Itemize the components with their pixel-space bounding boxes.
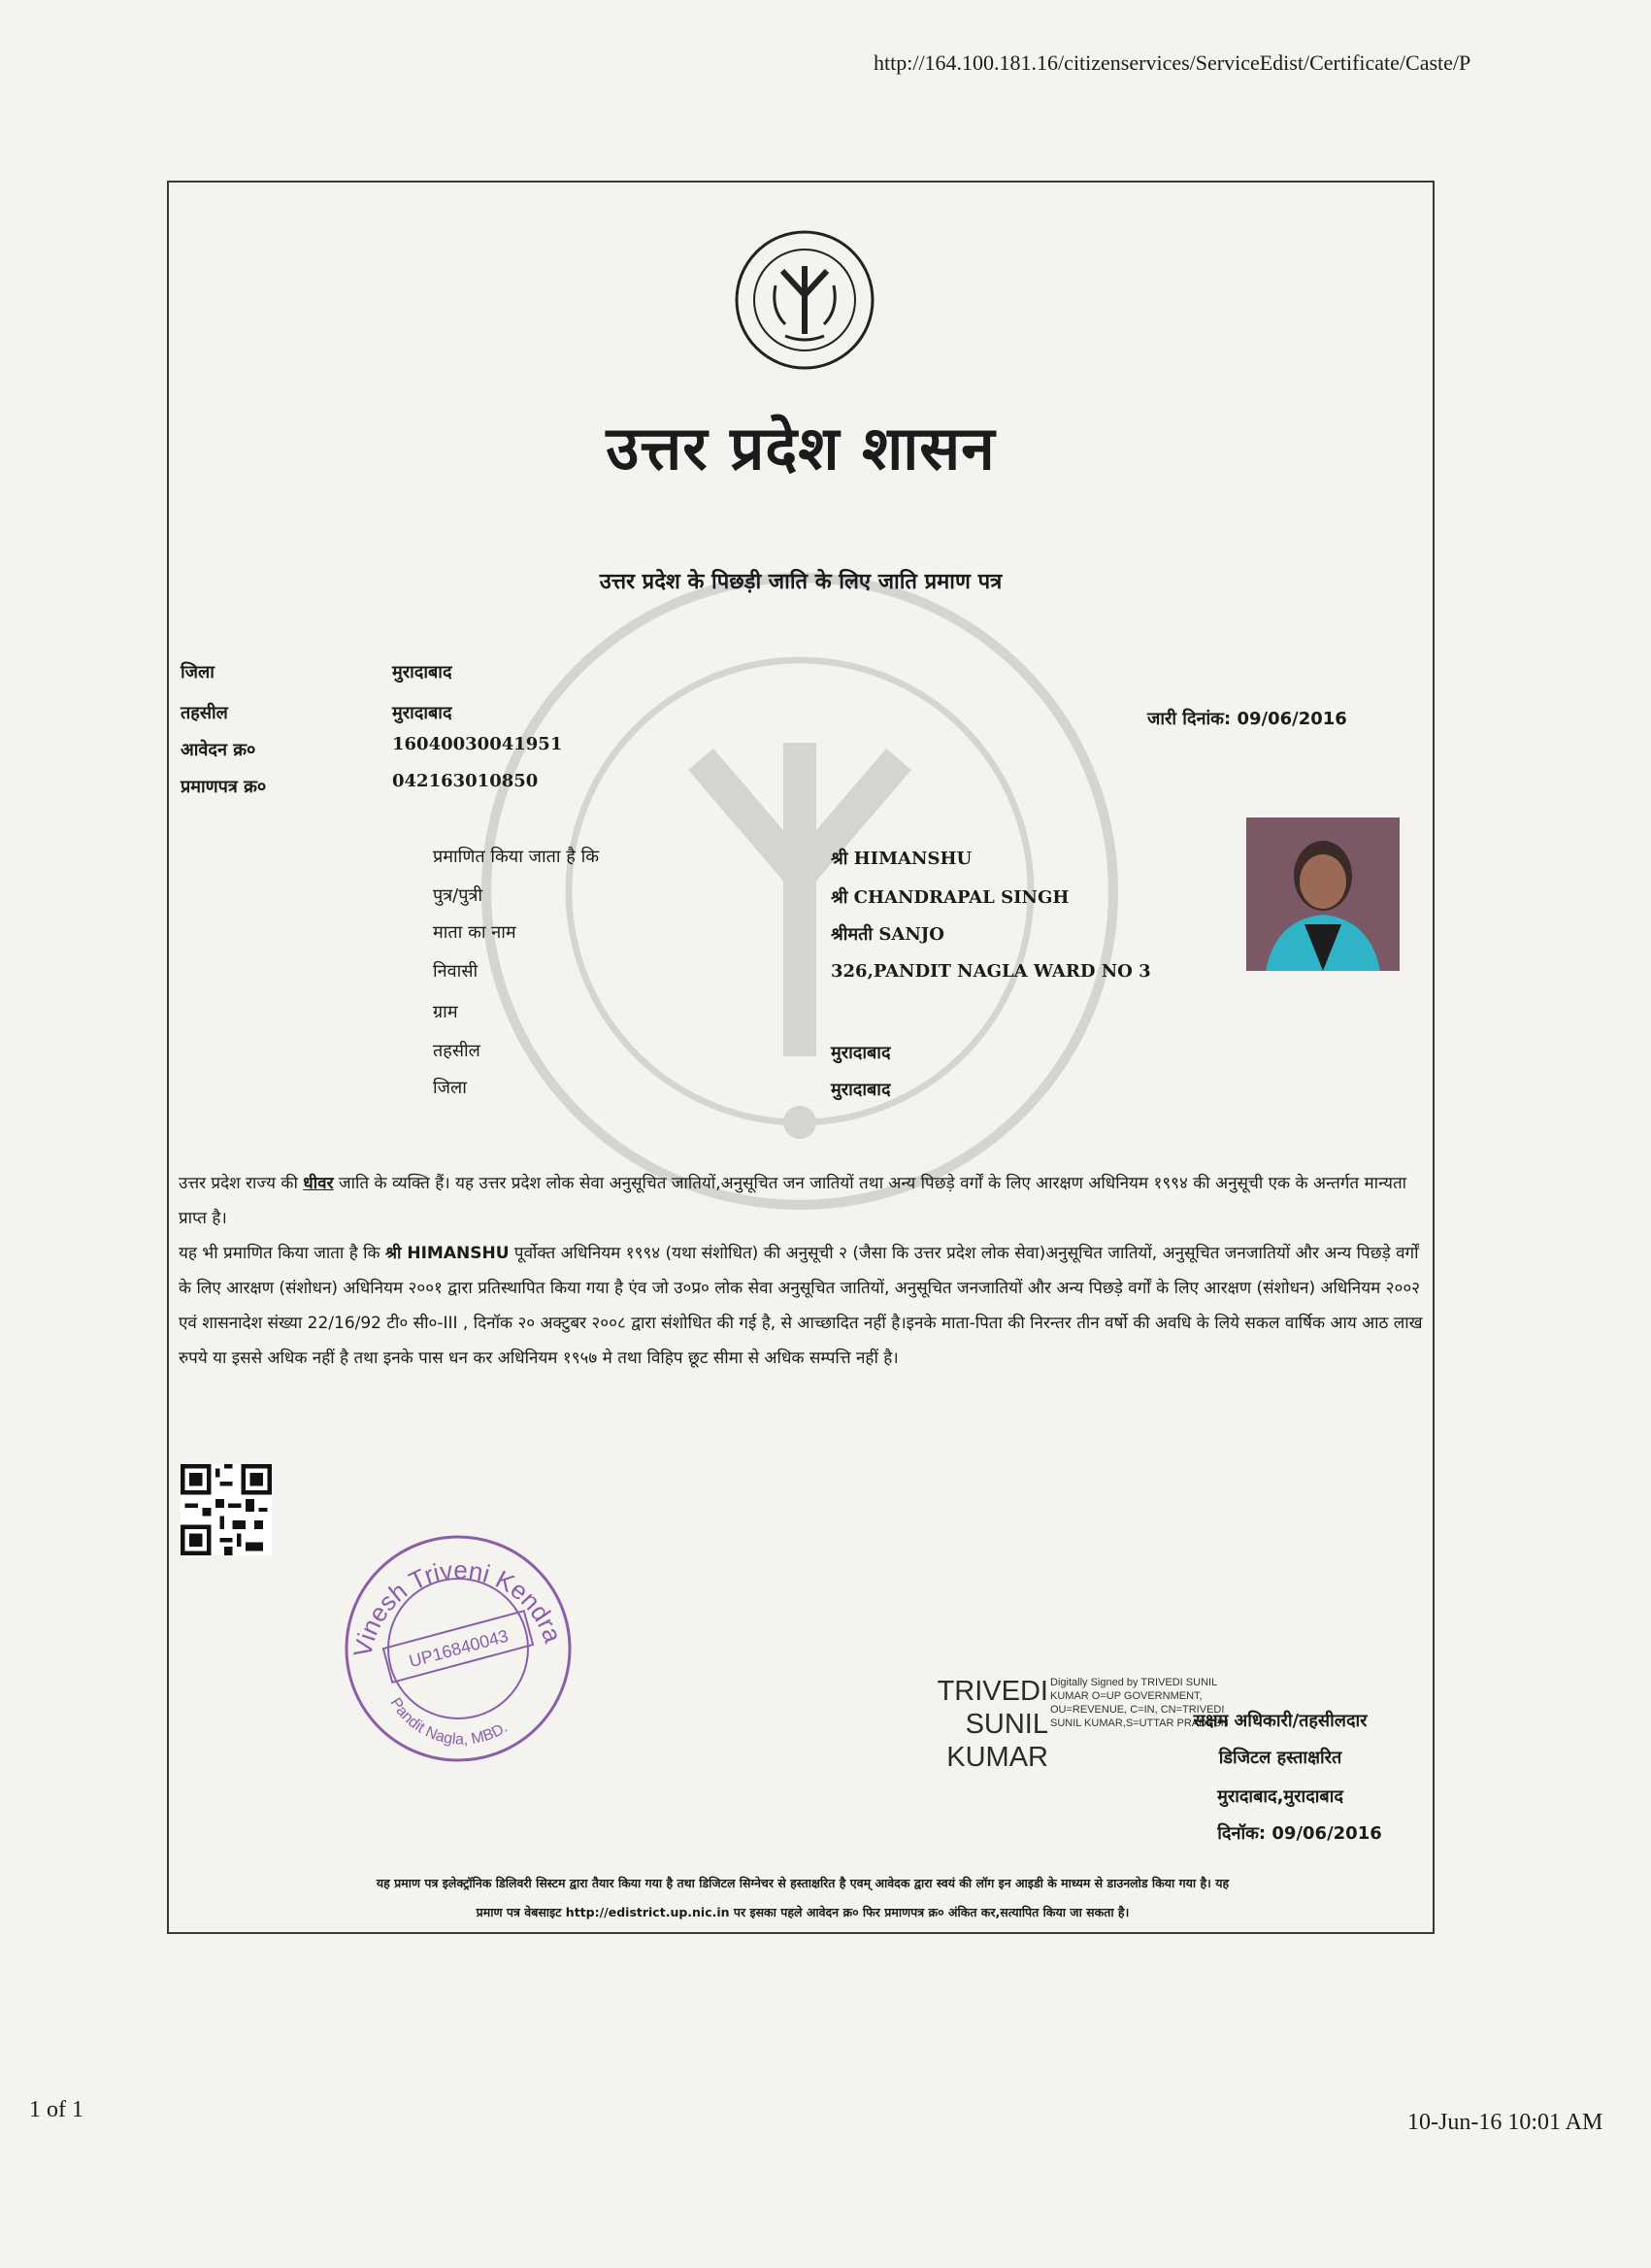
resident-label: निवासी <box>433 961 479 982</box>
person-tehsil-label: तहसील <box>433 1041 480 1061</box>
income-para-name: श्री HIMANSHU <box>385 1244 510 1263</box>
footer-note-line1: यह प्रमाण पत्र इलेक्ट्रॉनिक डिलिवरी सिस्टम द्वारा तैयार किया गया है तथा डिजिटल सिग्नेचर से हस्ताक्षरित है एवम् आवेदक द्वारा स्वयं की लॉग इन आइडी के माध्यम से डाउनलोड किया गया है। यह <box>376 1876 1230 1890</box>
person-tehsil-value: मुरादाबाद <box>831 1043 891 1063</box>
issue-date: जारी दिनांक: 09/06/2016 <box>1147 709 1347 729</box>
signature-name-line2: SUNIL <box>965 1709 1048 1740</box>
income-para-rest: पूर्वोक्त अधिनियम १९९४ (यथा संशोधित) की अनुसूची २ (जैसा कि उत्तर प्रदेश लोक सेवा)अनुसूचित जातियों, अनुसूचित जनजातियों और अन्य पिछड़े वर्गों के लिए आरक्षण (संशोधन) अधिनियम २००१ द्वारा प्रतिस्थापित किया गया है एंव जो उ०प्र० लोक सेवा अनुसूचित जातियों, अनुसूचित जनजातियों और अन्य पिछड़े वर्गों के लिए आरक्षण (संशोधन) अधिनियम २००२ एवं शासनादेश संख्या 22/16/92 टी० सी०-III , दिनॉक २० अक्टुबर २००८ द्वारा संशोधित की गई है, से आच्छादित नहीं है।इनके माता-पिता की निरन्तर तीन वर्षो की अवधि के लिये सकल वार्षिक आय आठ लाख रुपये या इससे अधिक नहीं है तथा इनके पास धन कर अधिनियम १९५७ मे तथा विहिप छूट सीमा से अधिक सम्पत्ति नहीं है। <box>179 1244 1423 1368</box>
caste-paragraph <box>179 1166 1431 1236</box>
officer-designation: सक्षम अधिकारी/तहसीलदार <box>1193 1711 1368 1731</box>
caste-para-rest: जाति के व्यक्ति हैं। यह उत्तर प्रदेश लोक सेवा अनुसूचित जातियों,अनुसूचित जन जातियों तथा अन्य पिछड़े वर्गों के लिए आरक्षण अधिनियम १९९४ की अनुसूची एक के अन्तर्गत मान्यता प्राप्त है। <box>179 1174 1407 1228</box>
certify-label: प्रमाणित किया जाता है कि <box>433 847 600 867</box>
application-number-label: आवेदन क्र० <box>181 740 256 760</box>
mother-name: श्रीमती SANJO <box>831 924 944 945</box>
caste-name: धीवर <box>303 1174 334 1193</box>
up-govt-emblem-icon <box>732 227 877 373</box>
tehsil-value: मुरादाबाद <box>392 703 452 723</box>
income-para-start: यह भी प्रमाणित किया जाता है कि <box>179 1244 386 1263</box>
certificate-number-value: 042163010850 <box>392 771 539 791</box>
footer-note-line2: प्रमाण पत्र वेबसाइट http://edistrict.up.nic.in पर इसका पहले आवेदन क्र० फिर प्रमाणपत्र क्र० अंकित कर,सत्यापित किया जा सकता है। <box>476 1905 1130 1919</box>
digital-signature-details: Digitally Signed by TRIVEDI SUNIL KUMAR O=UP GOVERNMENT, OU=REVENUE, C=IN, CN=TRIVEDI SUNIL KUMAR,S=UTTAR PRADESH <box>1050 1677 1229 1729</box>
applicant-name: श्री HIMANSHU <box>831 849 973 869</box>
print-timestamp: 10-Jun-16 10:01 AM <box>1407 2110 1603 2135</box>
stamp-bottom-text: Pandit Nagla, MBD. <box>386 1695 511 1749</box>
stamp-top-text: Vinesh Triveni Kendra <box>347 1554 569 1660</box>
certificate-title: उत्तर प्रदेश के पिछड़ी जाति के लिए जाति प्रमाण पत्र <box>599 570 1003 594</box>
certificate-frame <box>167 181 1435 1934</box>
digital-signature-name <box>755 1675 1048 1774</box>
parent-label: पुत्र/पुत्री <box>433 885 483 906</box>
svg-text:Pandit Nagla, MBD. <box>386 1695 510 1749</box>
caste-para-start: उत्तर प्रदेश राज्य की <box>179 1174 304 1193</box>
address-value: 326,PANDIT NAGLA WARD NO 3 <box>831 961 1151 982</box>
stamp-center-text: UP16840043 <box>407 1625 511 1672</box>
person-district-value: मुरादाबाद <box>831 1080 891 1100</box>
income-paragraph <box>179 1236 1431 1376</box>
page-count: 1 of 1 <box>29 2097 83 2122</box>
applicant-photo <box>1246 817 1400 971</box>
officer-location: मुरादाबाद,मुरादाबाद <box>1217 1786 1343 1807</box>
print-url: http://164.100.181.16/citizenservices/ServiceEdist/Certificate/Caste/P <box>874 50 1471 75</box>
rubber-stamp <box>332 1522 584 1775</box>
father-name: श्री CHANDRAPAL SINGH <box>831 887 1070 908</box>
signature-name-line1: TRIVEDI <box>937 1676 1048 1707</box>
mother-label: माता का नाम <box>433 922 516 943</box>
officer-date: दिनॉक: 09/06/2016 <box>1217 1823 1382 1844</box>
officer-digital-sign: डिजिटल हस्ताक्षरित <box>1218 1748 1342 1768</box>
tehsil-label: तहसील <box>181 703 228 723</box>
district-label: जिला <box>181 662 215 683</box>
qr-code-icon <box>181 1464 272 1555</box>
village-label: ग्राम <box>433 1002 458 1022</box>
signature-name-line3: KUMAR <box>946 1742 1048 1773</box>
person-district-label: जिला <box>433 1078 467 1098</box>
district-value: मुरादाबाद <box>392 662 452 683</box>
govt-title: उत्तर प्रदेश शासन <box>606 413 996 484</box>
application-number-value: 16040030041951 <box>392 734 563 754</box>
certificate-number-label: प्रमाणपत्र क्र० <box>181 777 267 797</box>
